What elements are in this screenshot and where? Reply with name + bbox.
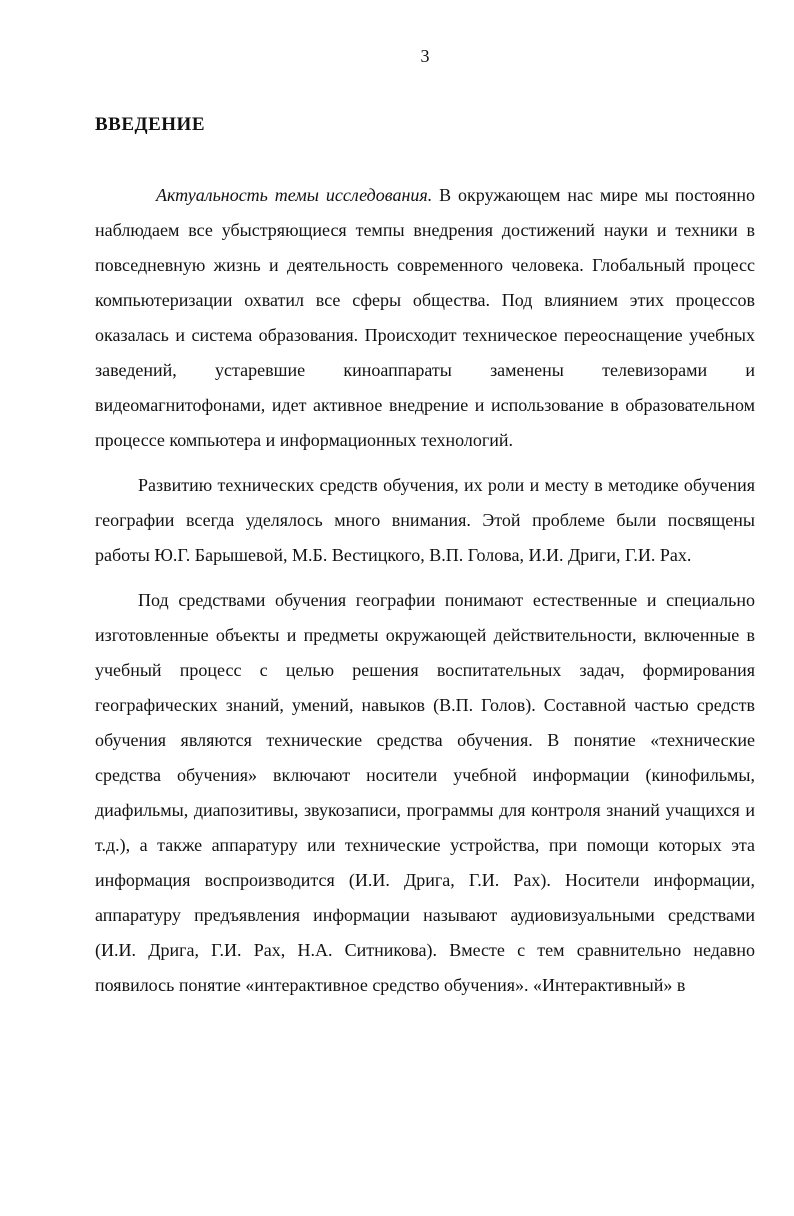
page-number: 3 — [420, 46, 430, 66]
paragraph-3: Под средствами обучения географии понимают естественные и специально изготовленные объекты и предметы окружающей действительности, включенные в учебный процесс с целью решения воспитательных задач, формирования географических знаний, умений, навыков (В.П. Голов). Составной частью средств обучения являются технические средства обучения. В понятие «технические средства обучения» включают носители учебной информации (кинофильмы, диафильмы, диапозитивы, звукозаписи, программы для контроля знаний учащихся и т.д.), а также аппаратуру или технические устройства, при помощи которых эта информация воспроизводится (И.И. Дрига, Г.И. Рах). Носители информации, аппаратуру предъявления информации называют аудиовизуальными средствами (И.И. Дрига, Г.И. Рах, Н.А. Ситникова). Вместе с тем сравнительно недавно появилось понятие «интерактивное средство обучения». «Интерактивный» в — [95, 590, 755, 995]
paragraph-1 — [95, 178, 755, 458]
paragraph-2: Развитию технических средств обучения, их роли и месту в методике обучения географии всегда уделялось много внимания. Этой проблеме были посвящены работы Ю.Г. Барышевой, М.Б. Вестицкого, В.П. Голова, И.И. Дриги, Г.И. Рах. — [95, 475, 755, 565]
body-text — [95, 178, 755, 1003]
paragraph-1-text: В окружающем нас мире мы постоянно наблюдаем все убыстряющиеся темпы внедрения достижений науки и техники в повседневную жизнь и деятельность современного человека. Глобальный процесс компьютеризации охватил все сферы общества. Под влиянием этих процессов оказалась и система образования. Происходит техническое переоснащение учебных заведений, устаревшие киноаппараты заменены телевизорами и видеомагнитофонами, идет активное внедрение и использование в образовательном процессе компьютера и информационных технологий. — [95, 185, 756, 450]
italic-lead-phrase: Актуальность темы исследования. — [156, 185, 433, 205]
section-heading: ВВЕДЕНИЕ — [95, 114, 205, 135]
